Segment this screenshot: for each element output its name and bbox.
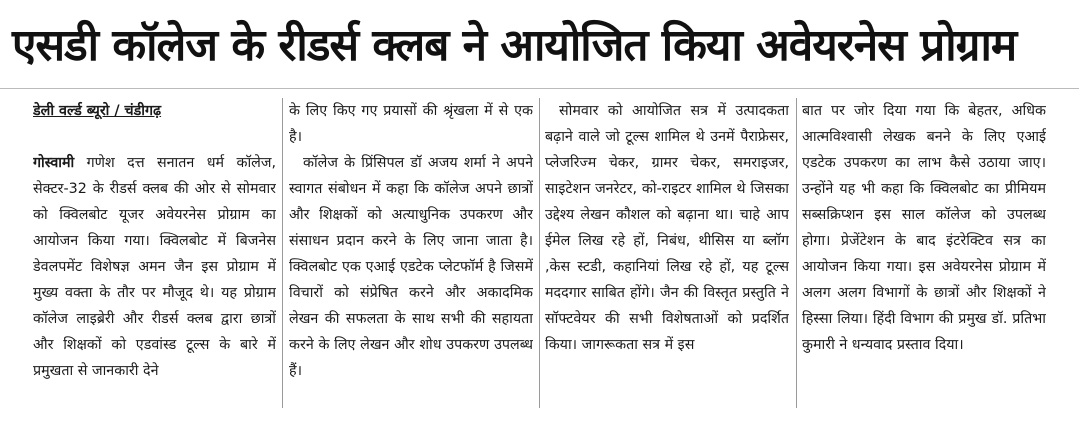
byline: डेली वर्ल्ड ब्यूरो / चंडीगढ़ <box>33 103 162 119</box>
lead-word: गोस्वामी <box>33 155 75 171</box>
column-divider-2 <box>539 98 540 408</box>
column-2-paragraph-2: कॉलेज के प्रिंसिपल डॉ अजय शर्मा ने अपने स्वागत संबोधन में कहा कि कॉलेज अपने छात्रों और शिक्षकों को अत्याधुनिक उपकरण और संसाधन प्रदान करने के लिए जाना जाता है। क्विलबोट एक एआई एडटेक प्लेटफॉर्म है जिसमें विचारों को संप्रेषित करने और अकादमिक लेखन की सफलता के साथ सभी की सहायता करने के लिए लेखन और शोध उपकरण उपलब्ध हैं। <box>289 155 533 379</box>
column-3-paragraph-1: सोमवार को आयोजित सत्र में उत्पादकता बढ़ाने वाले जो टूल्स शामिल थे उनमें पैराफ्रेसर, प्लेजरिज्म चेकर, ग्रामर चेकर, समराइजर, साइटेशन जनरेटर, को-राइटर शामिल थे जिसका उद्देश्य लेखन कौशल को बढ़ाना था। चाहे आप ईमेल लिख रहे हों, निबंध, थीसिस या ब्लॉग ,केस स्टडी, कहानियां लिख रहे हों, यह टूल्स मददगार साबित होंगे। जैन की विस्तृत प्रस्तुति ने सॉफ्टवेयर की सभी विशेषताओं को प्रदर्शित किया। जागरूकता सत्र में इस <box>545 103 789 353</box>
column-divider-1 <box>282 98 283 408</box>
article-column-4 <box>802 98 1046 410</box>
column-2-paragraph-1: के लिए किए गए प्रयासों की श्रृंखला में से एक है। <box>289 103 533 145</box>
column-1-paragraph <box>33 150 276 384</box>
article-column-1 <box>33 98 276 410</box>
column-4-paragraph-1: बात पर जोर दिया गया कि बेहतर, अधिक आत्मविश्वासी लेखक बनने के लिए एआई एडटेक उपकरण का लाभ कैसे उठाया जाए। उन्होंने यह भी कहा कि क्विलबोट का प्रीमियम सब्सक्रिप्शन इस साल कॉलेज को उपलब्ध होगा। प्रेजेंटेशन के बाद इंटरेक्टिव सत्र का आयोजन किया गया। इस अवेयरनेस प्रोग्राम में अलग अलग विभागों के छात्रों और शिक्षकों ने हिस्सा लिया। हिंदी विभाग की प्रमुख डॉ. प्रतिभा कुमारी ने धन्यवाद प्रस्ताव दिया। <box>802 103 1046 353</box>
article-column-2 <box>289 98 533 410</box>
article-column-3 <box>545 98 789 410</box>
column-1-body: गणेश दत्त सनातन धर्म कॉलेज, सेक्टर-32 के रीडर्स क्लब की ओर से सोमवार को क्विलबोट यूजर अवेयरनेस प्रोग्राम का आयोजन किया गया। क्विलबोट में बिजनेस डेवलपमेंट विशेषज्ञ अमन जैन इस प्रोग्राम में मुख्य वक्ता के तौर पर मौजूद थे। यह प्रोग्राम कॉलेज लाइब्रेरी और रीडर्स क्लब द्वारा छात्रों और शिक्षकों को एडवांस्ड टूल्स के बारे में प्रमुखता से जानकारी देने <box>33 155 276 379</box>
column-divider-3 <box>796 98 797 408</box>
headline-divider <box>0 88 1079 89</box>
article-headline: एसडी कॉलेज के रीडर्स क्लब ने आयोजित किया अवेयरनेस प्रोग्राम <box>12 20 1017 71</box>
